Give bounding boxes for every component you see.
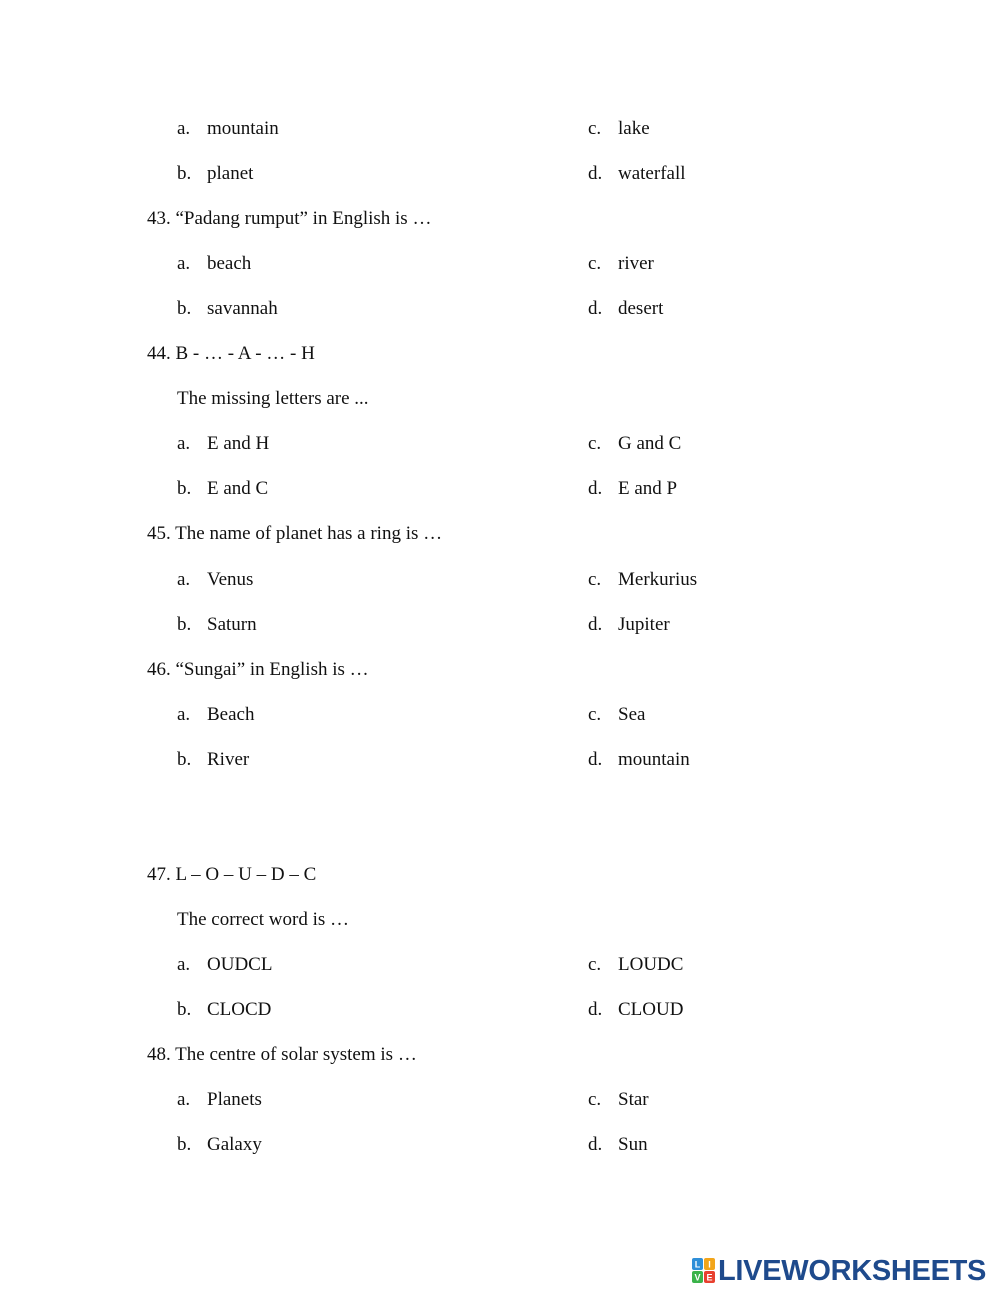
option-letter: d. <box>588 298 603 319</box>
option-letter: b. <box>177 1134 192 1155</box>
option-letter: d. <box>588 478 603 499</box>
option-letter: a. <box>177 118 191 139</box>
q44-subtext: The missing letters are ... <box>177 388 369 409</box>
option-letter: c. <box>588 954 602 975</box>
option-letter: d. <box>588 163 603 184</box>
option-letter: c. <box>588 569 602 590</box>
option-text: Sun <box>618 1134 648 1155</box>
option-letter: a. <box>177 253 191 274</box>
option-letter: a. <box>177 569 191 590</box>
option-text: E and H <box>207 433 270 454</box>
option-text: lake <box>618 118 650 139</box>
option-text: G and C <box>618 433 682 454</box>
q45-stem: 45. The name of planet has a ring is … <box>147 523 443 544</box>
option-text: Star <box>618 1089 649 1110</box>
option-letter: c. <box>588 253 602 274</box>
option-letter: b. <box>177 163 192 184</box>
option-letter: c. <box>588 118 602 139</box>
option-text: LOUDC <box>618 954 684 975</box>
svg-text:I: I <box>708 1259 711 1270</box>
option-text: Planets <box>207 1089 262 1110</box>
q48-stem: 48. The centre of solar system is … <box>147 1044 417 1065</box>
option-letter: a. <box>177 954 191 975</box>
option-text: River <box>207 749 250 770</box>
option-letter: d. <box>588 614 603 635</box>
option-letter: a. <box>177 704 191 725</box>
option-letter: b. <box>177 614 192 635</box>
option-text: OUDCL <box>207 954 273 975</box>
option-text: planet <box>207 163 254 184</box>
q46-stem: 46. “Sungai” in English is … <box>147 659 369 680</box>
svg-text:L: L <box>694 1259 701 1270</box>
option-text: CLOUD <box>618 999 684 1020</box>
option-text: desert <box>618 298 664 319</box>
option-text: Saturn <box>207 614 257 635</box>
option-letter: d. <box>588 749 603 770</box>
svg-text:E: E <box>706 1272 713 1283</box>
option-letter: b. <box>177 749 192 770</box>
option-text: mountain <box>207 118 279 139</box>
option-letter: d. <box>588 1134 603 1155</box>
option-text: Merkurius <box>618 569 698 590</box>
liveworksheets-logo-icon <box>692 1258 716 1284</box>
q47-subtext: The correct word is … <box>177 909 349 930</box>
option-letter: c. <box>588 433 602 454</box>
option-text: beach <box>207 253 252 274</box>
q47-stem: 47. L – O – U – D – C <box>147 864 317 885</box>
option-letter: a. <box>177 1089 191 1110</box>
logo-wordmark: LIVEWORKSHEETS <box>718 1255 987 1287</box>
option-text: waterfall <box>618 163 686 184</box>
option-text: mountain <box>618 749 690 770</box>
option-letter: b. <box>177 999 192 1020</box>
option-letter: b. <box>177 478 192 499</box>
option-text: Venus <box>207 569 254 590</box>
option-letter: d. <box>588 999 603 1020</box>
option-text: savannah <box>207 298 278 319</box>
option-text: E and P <box>618 478 678 499</box>
option-letter: c. <box>588 1089 602 1110</box>
liveworksheets-logo <box>692 1254 992 1288</box>
option-text: river <box>618 253 654 274</box>
option-text: Sea <box>618 704 646 725</box>
svg-text:V: V <box>694 1272 701 1283</box>
option-text: Galaxy <box>207 1134 262 1155</box>
q44-stem: 44. B - … - A - … - H <box>147 343 315 364</box>
option-text: Beach <box>207 704 255 725</box>
option-text: CLOCD <box>207 999 272 1020</box>
option-letter: c. <box>588 704 602 725</box>
option-text: E and C <box>207 478 269 499</box>
option-letter: a. <box>177 433 191 454</box>
option-letter: b. <box>177 298 192 319</box>
option-text: Jupiter <box>618 614 670 635</box>
q43-stem: 43. “Padang rumput” in English is … <box>147 208 432 229</box>
